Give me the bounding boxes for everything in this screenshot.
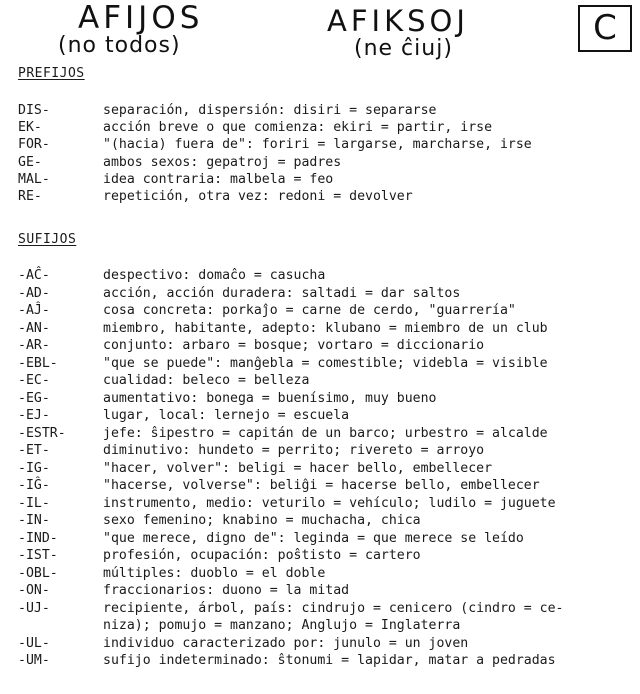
affix-label: RE- [18,189,42,204]
affix-label: -IN- [18,513,50,528]
affix-description: idea contraria: malbela = feo [103,171,334,187]
affix-label: -AR- [18,338,50,353]
affix-row [0,478,640,494]
affix-description: despectivo: domaĉo = casucha [103,268,326,283]
affix-row [0,566,640,582]
affix-row [0,426,640,442]
affix-label: -AD- [18,285,50,301]
affix-row [0,356,640,372]
affix-label: -IST- [18,548,58,563]
affix-label: -AĈ- [18,268,50,283]
affix-label: -UM- [18,653,50,668]
title-afiksoj: AFIKSOJ [327,4,469,38]
affix-description: ambos sexos: gepatroj = padres [103,154,342,170]
affix-label: -ET- [18,443,50,458]
affix-description: profesión, ocupación: poŝtisto = cartero [103,548,421,563]
affix-label: MAL- [18,171,50,187]
affix-label: -ON- [18,583,50,598]
affix-label: -IĜ- [18,478,50,493]
affix-description: cualidad: beleco = belleza [103,373,310,388]
affix-description: "hacer, volver": beligi = hacer bello, embellecer [103,460,493,476]
affix-label: -IND- [18,530,58,546]
section-letter-box: C [578,5,632,52]
affix-row [0,137,640,153]
affix-row [0,189,640,205]
affix-row [0,373,640,389]
affix-description: diminutivo: hundeto = perrito; rivereto = arroyo [103,443,485,458]
affix-label: -EC- [18,373,50,388]
affix-label: -UL- [18,635,50,651]
affix-row [0,268,640,284]
affix-row [0,408,640,424]
affix-row [0,120,640,136]
affix-row [0,321,640,337]
affix-label: EK- [18,120,42,136]
affix-description: "que se puede": manĝebla = comestible; videbla = visible [103,355,548,371]
affix-row [0,103,640,119]
affix-label: -AĴ- [18,303,50,318]
affix-row [0,496,640,512]
affix-row [0,286,640,302]
affix-description: lugar, local: lernejo = escuela [103,408,350,423]
affix-row [0,636,640,652]
affix-description: "hacerse, volverse": beliĝi = hacerse bello, embellecer [103,478,540,493]
affix-description: jefe: ŝipestro = capitán de un barco; urbestro = alcalde [103,425,548,441]
affix-row [0,548,640,564]
affix-label: -ESTR- [18,425,66,441]
affix-label: -AN- [18,320,50,336]
affix-description: acción, acción duradera: saltadi = dar saltos [103,285,461,301]
affix-description: niza); pomujo = manzano; Anglujo = Inglaterra [103,618,461,633]
title-afijos: AFIJOS [78,0,204,36]
affix-description: aumentativo: bonega = buenísimo, muy bueno [103,390,437,406]
affix-description: separación, dispersión: disiri = separarse [103,103,437,118]
affix-row [0,513,640,529]
affix-label: -OBL- [18,565,58,581]
affix-description: fraccionarios: duono = la mitad [103,583,350,598]
affix-description: instrumento, medio: veturilo = vehículo; ludilo = juguete [103,495,556,511]
affix-description: individuo caracterizado por: junulo = un joven [103,635,469,651]
affix-label: DIS- [18,103,50,118]
affix-label: -EJ- [18,408,50,423]
affix-description: "que merece, digno de": leginda = que merece se leído [103,530,524,546]
subtitle-ne-ciuj: (ne ĉiuj) [354,36,453,61]
affix-description: miembro, habitante, adepto: klubano = miembro de un club [103,320,548,336]
affix-description: sexo femenino; knabino = muchacha, chica [103,513,421,528]
affix-label: -EBL- [18,355,58,371]
affix-row [0,155,640,171]
affix-row [0,653,640,669]
affix-row [0,531,640,547]
affix-label: GE- [18,154,42,170]
affix-row [0,303,640,319]
affix-description: cosa concreta: porkaĵo = carne de cerdo, "guarrería" [103,303,516,318]
subtitle-no-todos: (no todos) [58,33,181,58]
affix-row [0,391,640,407]
suffixes-heading: SUFIJOS [18,232,77,247]
affix-label: -IG- [18,460,50,476]
affix-description: "(hacia) fuera de": foriri = largarse, marcharse, irse [103,137,532,153]
affix-label: FOR- [18,137,50,153]
affix-row [0,338,640,354]
affix-row [0,461,640,477]
affix-row [0,618,640,634]
affix-description: repetición, otra vez: redoni = devolver [103,189,413,204]
affix-description: sufijo indeterminado: ŝtonumi = lapidar, matar a pedradas [103,653,556,668]
affix-row [0,443,640,459]
prefixes-heading: PREFIJOS [18,66,85,81]
affix-label: -UJ- [18,600,50,616]
affix-description: acción breve o que comienza: ekiri = partir, irse [103,120,493,136]
affix-row [0,601,640,617]
affix-label: -IL- [18,495,50,511]
affix-row [0,172,640,188]
affix-label: -EG- [18,390,50,406]
affix-row [0,583,640,599]
affix-description: recipiente, árbol, país: cindrujo = cenicero (cindro = ce- [103,600,564,616]
affix-description: múltiples: duoblo = el doble [103,565,326,581]
affix-description: conjunto: arbaro = bosque; vortaro = diccionario [103,338,485,353]
